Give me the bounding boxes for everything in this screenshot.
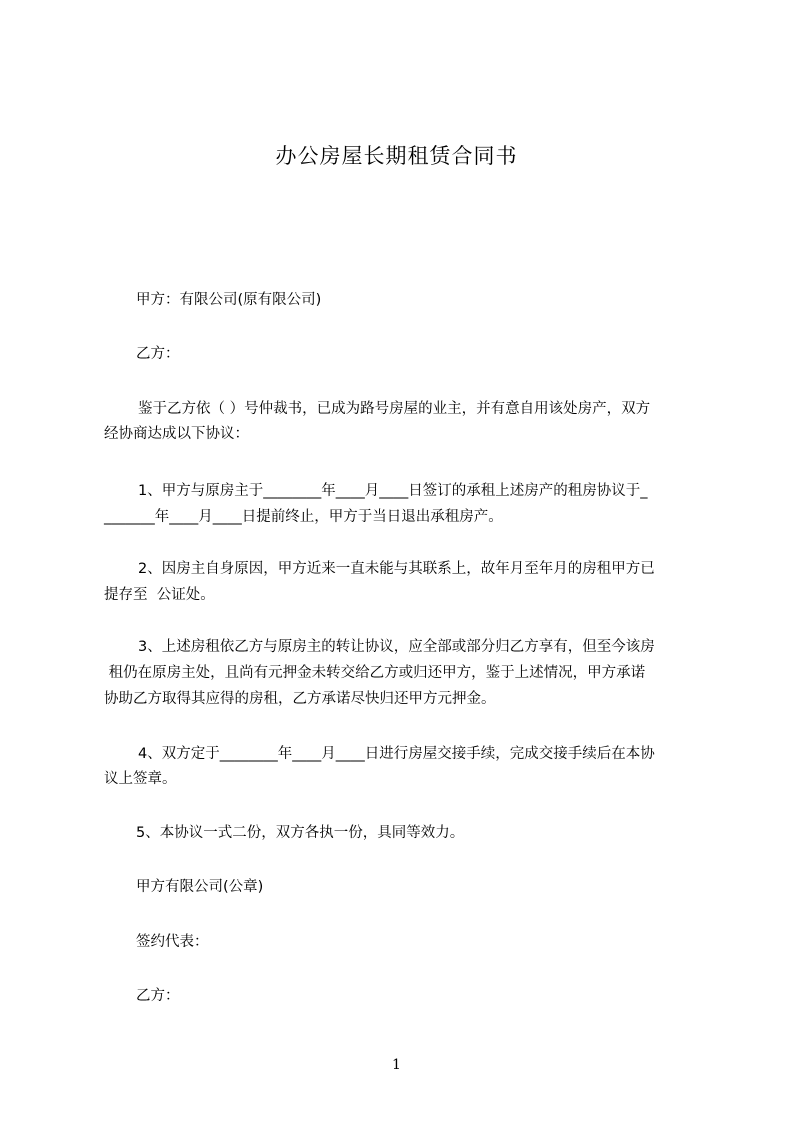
clause-1-line-1: 1、甲方与原房主于________年____月____日签订的承租上述房产的租房协议于_ — [138, 483, 648, 499]
preamble-line-2: 经协商达成以下协议： — [104, 426, 249, 442]
document-title: 办公房屋长期租赁合同书 — [275, 144, 518, 168]
representative-line: 签约代表： — [136, 934, 209, 950]
party-b-signature-line: 乙方： — [136, 988, 180, 1004]
clause-4-line-2: 议上签章。 — [104, 771, 177, 787]
clause-5-line-1: 5、本协议一式二份，双方各执一份，具同等效力。 — [136, 825, 465, 841]
clause-3-line-3: 协助乙方取得其应得的房租，乙方承诺尽快归还甲方元押金。 — [104, 691, 496, 707]
clause-4-line-1: 4、双方定于________年____月____日进行房屋交接手续，完成交接手续后在本协 — [138, 746, 655, 762]
preamble-line-1: 鉴于乙方依（ ）号仲裁书，已成为路号房屋的业主，并有意自用该处房产，双方 — [138, 401, 651, 417]
clause-1-line-2: _______年____月____日提前终止，甲方于当日退出承租房产。 — [104, 509, 503, 525]
clause-2-line-1: 2、因房主自身原因，甲方近来一直未能与其联系上，故年月至年月的房租甲方已 — [138, 561, 655, 577]
party-a-line: 甲方：有限公司(原有限公司) — [136, 292, 322, 308]
clause-2-line-2: 提存至 公证处。 — [104, 587, 215, 603]
clause-3-line-2: 租仍在原房主处，且尚有元押金未转交给乙方或归还甲方，鉴于上述情况，甲方承诺 — [104, 665, 646, 681]
clause-3-line-1: 3、上述房租依乙方与原房主的转让协议，应全部或部分归乙方享有，但至今该房 — [138, 639, 655, 655]
party-b-line: 乙方： — [136, 346, 180, 362]
party-a-seal-line: 甲方有限公司(公章) — [136, 879, 264, 895]
page-number: 1 — [392, 1057, 401, 1073]
